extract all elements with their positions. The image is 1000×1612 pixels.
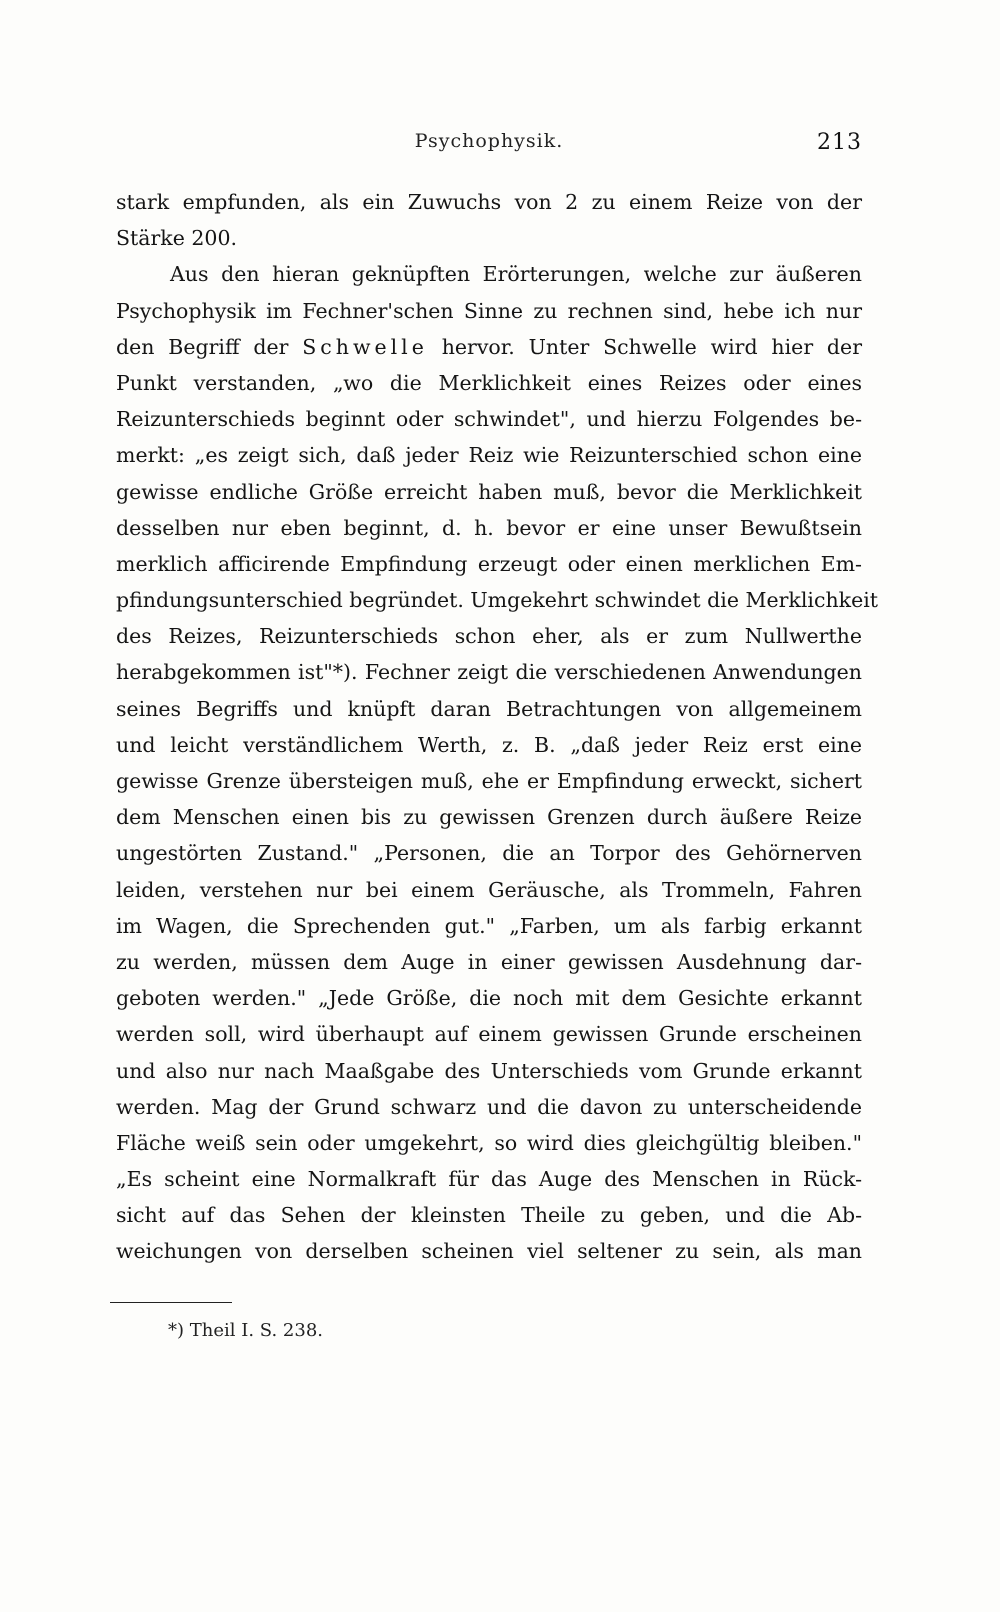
footnote: *) Theil I. S. 238. — [168, 1320, 323, 1341]
text-line: gewisse endliche Größe erreicht haben muß, bevor die Merklichkeit — [116, 479, 862, 504]
text-segment: hervor. Unter Schwelle wird hier der — [427, 334, 862, 359]
text-line: und also nur nach Maaßgabe des Unterschieds vom Grunde erkannt — [116, 1058, 862, 1083]
text-line: Stärke 200. — [116, 226, 238, 251]
text-line: „Es scheint eine Normalkraft für das Auge des Menschen in Rück- — [116, 1167, 862, 1192]
text-line: gewisse Grenze übersteigen muß, ehe er Empfindung erweckt, sichert — [116, 769, 862, 793]
text-line: merkt: „es zeigt sich, daß jeder Reiz wie Reizunterschied schon eine — [116, 443, 862, 468]
text-line: geboten werden." „Jede Größe, die noch mit dem Gesichte erkannt — [116, 986, 862, 1011]
text-line: zu werden, müssen dem Auge in einer gewissen Ausdehnung dar- — [116, 949, 862, 974]
text-line — [116, 329, 862, 365]
text-line: Aus den hieran geknüpften Erörterungen, welche zur äußeren — [170, 262, 862, 287]
text-line: werden. Mag der Grund schwarz und die davon zu unterscheidende — [116, 1094, 862, 1119]
text-line: herabgekommen ist"*). Fechner zeigt die verschiedenen Anwendungen — [116, 660, 862, 685]
paragraph-2 — [116, 256, 879, 1269]
footnote-divider — [110, 1302, 232, 1303]
page-number: 213 — [817, 130, 862, 155]
text-line: merklich afficirende Empfindung erzeugt oder einen merklichen Em- — [116, 551, 862, 576]
text-segment: den Begriff der — [116, 334, 303, 359]
text-line: des Reizes, Reizunterschieds schon eher, als er zum Nullwerthe — [116, 624, 862, 649]
text-line: ungestörten Zustand." „Personen, die an Torpor des Gehörnerven — [116, 841, 862, 866]
text-line: leiden, verstehen nur bei einem Geräusche, als Trommeln, Fahren — [116, 877, 862, 902]
text-line: werden soll, wird überhaupt auf einem gewissen Grunde erscheinen — [116, 1022, 862, 1047]
text-line: desselben nur eben beginnt, d. h. bevor er eine unser Bewußtsein — [116, 515, 862, 540]
text-line: dem Menschen einen bis zu gewissen Grenzen durch äußere Reize — [116, 805, 862, 830]
text-line: Fläche weiß sein oder umgekehrt, so wird dies gleichgültig bleiben." — [116, 1130, 862, 1155]
text-line: weichungen von derselben scheinen viel seltener zu sein, als man — [116, 1239, 862, 1264]
paragraph-1 — [116, 184, 862, 256]
text-line: pfindungsunterschied begründet. Umgekehrt schwindet die Merklichkeit — [116, 588, 879, 613]
text-line: stark empfunden, als ein Zuwuchs von 2 zu einem Reize von der — [116, 190, 862, 214]
running-head — [116, 130, 862, 164]
body-text — [116, 184, 879, 1270]
text-line: im Wagen, die Sprechenden gut." „Farben, um als farbig erkannt — [116, 913, 862, 938]
text-line: sicht auf das Sehen der kleinsten Theile zu geben, und die Ab- — [116, 1203, 862, 1228]
text-line: und leicht verständlichem Werth, z. B. „daß jeder Reiz erst eine — [116, 732, 862, 757]
text-line: Punkt verstanden, „wo die Merklichkeit eines Reizes oder eines — [116, 370, 862, 395]
emphasized-term: Schwelle — [302, 334, 428, 359]
text-line: Psychophysik im Fechner'schen Sinne zu rechnen sind, hebe ich nur — [116, 298, 862, 323]
text-line: seines Begriffs und knüpft daran Betrachtungen von allgemeinem — [116, 696, 862, 721]
running-title: Psychophysik. — [414, 130, 564, 152]
text-line: Reizunterschieds beginnt oder schwindet", und hierzu Folgendes be- — [116, 407, 862, 432]
